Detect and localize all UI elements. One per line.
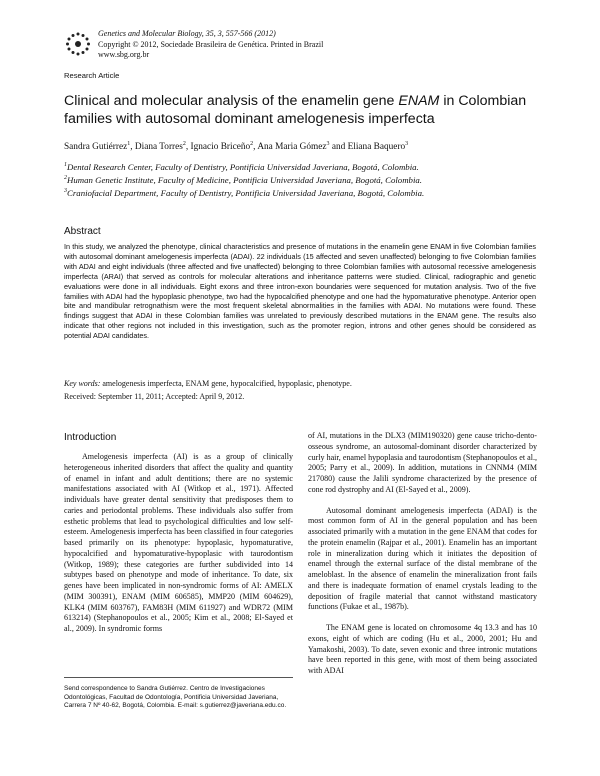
author-list: Sandra Gutiérrez$^1$, Diana Torres$^2$, Ignacio Briceño$^2$, Ana Maria Gómez$^3$ and Eliana Baquero$^3$ [64, 141, 409, 153]
abstract-text: In this study, we analyzed the phenotype, clinical characteristics and presence of mutations in the enamelin gene ENAM in five Colombian families with autosomal dominant amelogenesis imperfecta (ADAI). 22 individuals (15 affected and seven unaffected) belonging to five Colombian families with ADAI and eight individuals (three affected and five unaffected) belonging to three Colombian families with autosomal recessive amelogenesis imperfecta (ARAI) that served as controls for molecular alterations and inheritance patterns were studied. Clinical, radiographic and genetic evaluations were done in all individuals. Eight exons and three intron-exon boundaries were sequenced for mutation analysis. Two of the five families with ADAI had the hypoplasic phenotype, two had the hypocalcified phenotype and one had the hypomaturative phenotype. Anterior open bite and mandibular retrognathism were the most frequent skeletal abnormalities in the families with ADAI. No mutations were found. These findings suggest that ADAI in these Colombian families was unrelated to previously described mutations in the ENAM gene. The results also indicate that other regions not included in this investigation, such as the promoter region, introns and other genes should be considered as potential ADAI candidates. [64, 242, 536, 341]
affiliation: $^3$Craniofacial Department, Faculty of Dentistry, Pontificia Universidad Javeriana, Bogotá, Colombia. [64, 187, 425, 198]
author-affil-sup: 3 [405, 141, 409, 147]
journal-website: www.sbg.org.br [98, 50, 150, 59]
article-type: Research Article [64, 71, 120, 80]
paper-title [64, 92, 544, 128]
affiliation: $^2$Human Genetic Institute, Faculty of Medicine, Pontificia Universidad Javeriana, Bogotá, Colombia. [64, 174, 422, 185]
sbg-logo-icon [64, 31, 92, 57]
abstract-heading: Abstract [64, 226, 101, 237]
journal-header [98, 29, 323, 61]
body-paragraph: Amelogenesis imperfecta (AI) is as a group of clinically heterogeneous inherited disorders that affect the quality and quantity of enamel in infant and adult dentitions; there are no systemic manifestations associated with AI (Witkop et al., 1971). Affected individuals have greater dental sensitivity that predisposes them to caries and periodontal problems. These individuals also suffer from esthetic problems that lead to psychological difficulties and low self-esteem. Amelogenesis imperfecta has been classified in four categories based primarily on its phenotype: hypoplasic, hypomaturative, hypocalcified and hypomaturative-hypoplasic with taurodontism (Witkop, 1989); these categories are further subdivided into 14 subtypes based on phenotype and mode of inheritance. To date, six genes have been implicated in non-syndromic forms of AI: AMELX (MIM 300391), ENAM (MIM 606585), MMP20 (MIM 604629), KLK4 (MIM 603767), FAM83H (MIM 611927) and WDR72 (MIM 613214) (Stephanopoulos et al., 2005; Kim et al., 2008; El-Sayed et al., 2009). In syndromic forms [64, 452, 293, 633]
author-name: Sandra Gutiérrez [64, 142, 128, 153]
keywords [64, 379, 352, 388]
affiliation: $^1$Dental Research Center, Faculty of Dentistry, Pontificia Universidad Javeriana, Bogotá, Colombia. [64, 161, 419, 172]
copyright-line: Copyright © 2012, Sociedade Brasileira de Genética. Printed in Brazil [98, 39, 324, 49]
right-column [308, 431, 537, 677]
author-affil-sup: 1 [127, 141, 131, 147]
keywords-label: Key words: [64, 379, 101, 388]
left-column [64, 452, 293, 635]
journal-citation: Genetics and Molecular Biology, 35, 3, 557-566 (2012) [98, 29, 276, 38]
body-paragraph: Autosomal dominant amelogenesis imperfecta (ADAI) is the most common form of AI in the general population and has been associated primarily with a mutation in the gene ENAM that codes for the protein enamelin (Rajpar et al., 2001). Enamelin has an important role in mineralization during which it initiates the deposition of enamel through the external surface of the distal membrane of the ameloblast. In the absence of enamelin the mineralization front fails and there is inadequate formation of enamel crystals leading to the deposition of fragile material that cannot withstand masticatory functions (Fukae et al., 1987b). [308, 505, 537, 612]
author-affil-sup: 2 [250, 141, 254, 147]
title-part-1: Clinical and molecular analysis of the enamelin gene [64, 93, 399, 109]
title-gene: ENAM [398, 93, 440, 109]
keywords-text: amelogenesis imperfecta, ENAM gene, hypocalcified, hypoplasic, phenotype. [102, 379, 352, 388]
introduction-heading: Introduction [64, 432, 117, 443]
author-name: Diana Torres [134, 142, 183, 153]
footnote-divider [64, 677, 293, 678]
author-name: Ana Maria Gómez [257, 142, 327, 153]
author-affil-sup: 3 [326, 141, 330, 147]
correspondence-footnote: Send correspondence to Sandra Gutiérrez. Centro de Investigaciones Odontológicas, Facultad de Odontología, Pontificia Universidad Javeriana, Carrera 7 Nº 40-62, Bogotá, Colombia. E-mail: s.gutierrez@javeriana.edu.co. [64, 685, 287, 710]
body-paragraph: The ENAM gene is located on chromosome 4q 13.3 and has 10 exons, eight of which are coding (Hu et al., 2000, 2001; Hu and Yamakoshi, 2003). To date, seven exonic and three intronic mutations have been reported in this gene, with most of them being associated with ADAI [308, 623, 537, 675]
body-paragraph: of AI, mutations in the DLX3 (MIM190320) gene cause tricho-dento-osseous syndrome, an autosomal-dominant disorder characterized by curly hair, enamel hypoplasia and taurodontism (Stephanopoulos et al., 2005; Parry et al., 2009). In addition, mutations in CNNM4 (MIM 217080) cause the Jalili syndrome characterized by the presence of cone rod dystrophy and AI (El-Sayed et al., 2009). [308, 431, 537, 494]
author-affil-sup: 2 [182, 141, 186, 147]
affiliations [64, 160, 424, 199]
author-name: Eliana Baquero [347, 142, 406, 153]
author-name: Ignacio Briceño [190, 142, 251, 153]
title-part-2: in Colombian families with autosomal dominant amelogenesis imperfecta [64, 93, 527, 127]
received-dates: Received: September 11, 2011; Accepted: April 9, 2012. [64, 392, 245, 401]
